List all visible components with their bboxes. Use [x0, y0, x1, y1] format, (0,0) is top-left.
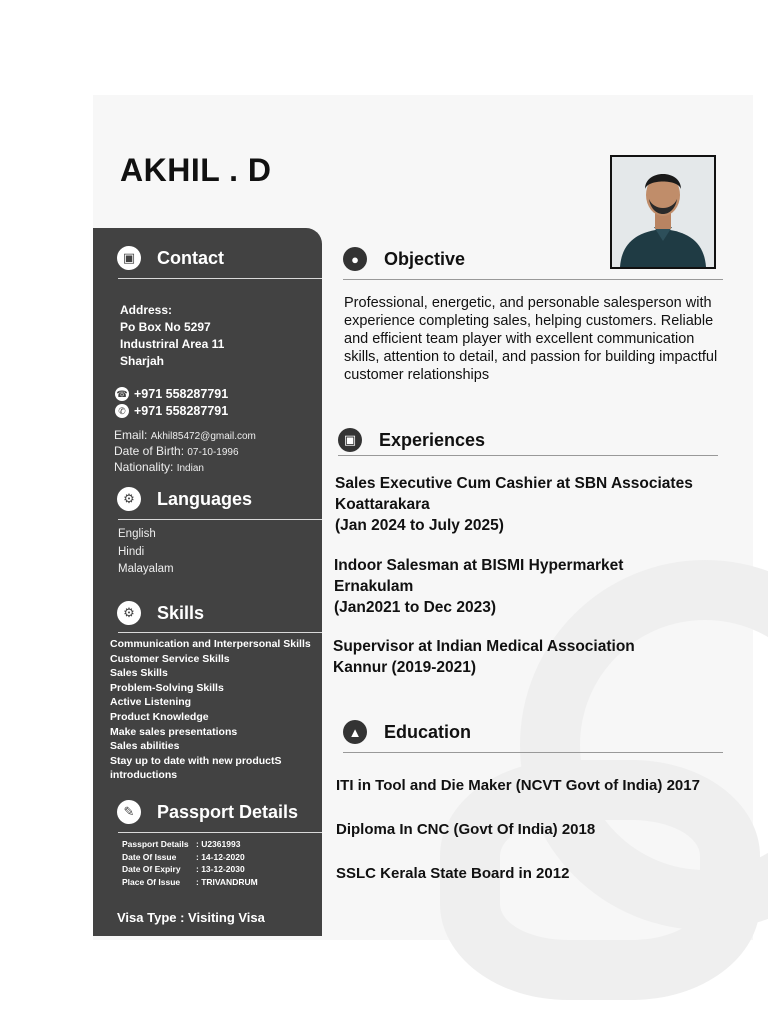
education-item: SSLC Kerala State Board in 2012	[336, 865, 570, 882]
languages-title: Languages	[157, 488, 253, 509]
gear-icon: ⚙	[117, 601, 141, 625]
experiences-title: Experiences	[379, 429, 486, 450]
email-value[interactable]: Akhil85472@gmail.com	[150, 431, 256, 442]
experience-location: Kannur (2019-2021)	[333, 659, 477, 676]
experience-item	[334, 555, 623, 618]
contact-card-icon: ▣	[117, 246, 141, 270]
education-item: Diploma In CNC (Govt Of India) 2018	[336, 821, 596, 838]
passport-row	[122, 851, 258, 864]
language-item: Hindi	[118, 546, 145, 558]
skill-item: Communication and Interpersonal Skills	[110, 638, 311, 650]
skill-item: Sales abilities	[110, 740, 180, 753]
language-item: English	[118, 528, 156, 540]
phone-number[interactable]: +971 558287791	[134, 387, 229, 401]
dob-row	[114, 444, 239, 458]
divider	[343, 752, 723, 753]
divider	[118, 278, 322, 279]
contact-heading	[117, 246, 224, 270]
briefcase-icon: ▣	[338, 428, 362, 452]
skills-heading	[117, 601, 204, 625]
address-line: Sharjah	[120, 354, 165, 368]
passport-label: Place Of Issue	[122, 876, 181, 887]
experience-location: Koattarakara	[335, 496, 430, 513]
contact-title: Contact	[157, 247, 224, 268]
skills-title: Skills	[157, 602, 205, 623]
passport-value: : TRIVANDRUM	[196, 876, 258, 887]
divider	[338, 455, 718, 456]
email-label: Email:	[114, 428, 148, 442]
passport-label: Date Of Issue	[122, 851, 177, 862]
whatsapp-icon: ✆	[115, 404, 129, 418]
experience-role: Indoor Salesman at BISMI Hypermarket	[334, 557, 624, 574]
skill-item: introductions	[110, 769, 178, 782]
address-label: Address:	[120, 303, 173, 317]
languages-heading	[117, 487, 252, 511]
nationality-value: Indian	[176, 463, 204, 474]
whatsapp-row	[115, 404, 228, 418]
gear-icon: ⚙	[117, 487, 141, 511]
nationality-row	[114, 460, 204, 474]
graduation-cap-icon: ▲	[343, 720, 367, 744]
language-item: Malayalam	[118, 563, 174, 575]
experience-period: (Jan2021 to Dec 2023)	[334, 599, 496, 616]
objective-heading	[343, 247, 465, 271]
divider	[343, 279, 723, 280]
email-row	[114, 428, 256, 442]
skill-item: Make sales presentations	[110, 725, 238, 738]
passport-label: Passport Details	[122, 839, 189, 849]
passport-value: : U2361993	[196, 839, 241, 849]
experience-role: Sales Executive Cum Cashier at SBN Associates	[335, 475, 693, 492]
dob-value: 07-10-1996	[187, 447, 239, 458]
passport-value: : 13-12-2030	[196, 864, 245, 875]
candidate-name: AKHIL . D	[120, 152, 272, 188]
experience-location: Ernakulam	[334, 578, 414, 595]
dob-label: Date of Birth:	[114, 444, 185, 458]
sidebar	[93, 228, 322, 936]
skill-item: Stay up to date with new productS	[110, 754, 282, 767]
address-line: Industriral Area 11	[120, 337, 225, 351]
user-icon: ●	[343, 247, 367, 271]
experience-period: (Jan 2024 to July 2025)	[335, 517, 504, 534]
education-heading	[343, 720, 471, 744]
skill-item: Sales Skills	[110, 667, 168, 680]
skill-item: Active Listening	[110, 696, 192, 709]
divider	[118, 632, 322, 633]
whatsapp-number[interactable]: +971 558287791	[134, 404, 229, 418]
address-line: Po Box No 5297	[120, 320, 211, 334]
passport-heading	[117, 800, 298, 824]
skill-item: Product Knowledge	[110, 710, 209, 723]
passport-table	[122, 838, 258, 888]
skill-item: Problem-Solving Skills	[110, 681, 224, 694]
education-title: Education	[384, 721, 472, 742]
passport-row	[122, 876, 258, 889]
divider	[118, 832, 322, 833]
divider	[118, 519, 322, 520]
profile-photo	[610, 155, 716, 269]
experiences-heading	[338, 428, 485, 452]
objective-title: Objective	[384, 248, 466, 269]
passport-label: Date Of Expiry	[122, 864, 181, 875]
visa-type: Visa Type : Visiting Visa	[117, 910, 265, 925]
person-photo-icon	[612, 157, 714, 267]
education-item: ITI in Tool and Die Maker (NCVT Govt of India) 2017	[336, 777, 700, 794]
phone-row	[115, 387, 228, 401]
phone-icon: ☎	[115, 387, 129, 401]
objective-text: Professional, energetic, and personable salesperson with experience completing sales, helping customers. Reliable and efficient team player with excellent communication skills, attention to detail, and passion for building impactful customer relationships	[344, 295, 718, 383]
nationality-label: Nationality:	[114, 460, 174, 474]
passport-row	[122, 838, 258, 851]
experience-item	[335, 473, 693, 536]
experience-item	[333, 636, 635, 678]
experience-role: Supervisor at Indian Medical Association	[333, 638, 635, 655]
skill-item: Customer Service Skills	[110, 652, 230, 665]
address-block	[120, 302, 224, 370]
passport-value: : 14-12-2020	[196, 851, 245, 862]
passport-row	[122, 863, 258, 876]
skills-list	[110, 637, 325, 783]
document-icon: ✎	[117, 800, 141, 824]
passport-title: Passport Details	[157, 801, 299, 822]
